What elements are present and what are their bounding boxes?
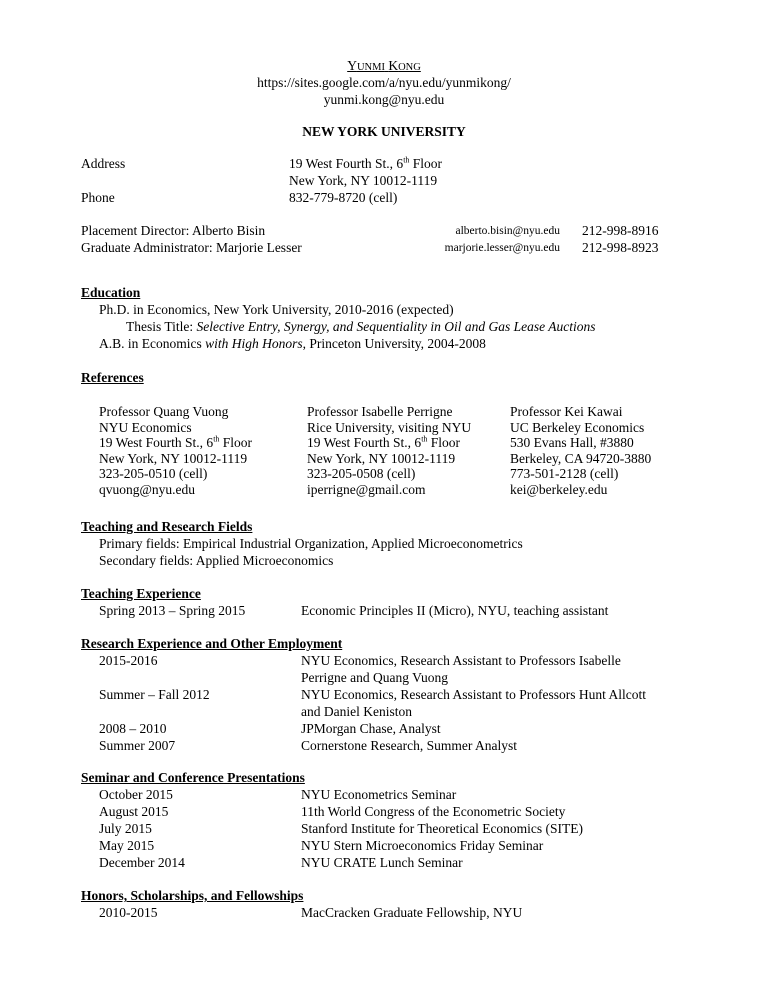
reference-address: 19 West Fourth St., 6th Floor: [99, 434, 253, 450]
seminar-desc: 11th World Congress of the Econometric Society: [301, 804, 566, 819]
seminar-desc: NYU CRATE Lunch Seminar: [301, 855, 463, 870]
research-heading: Research Experience and Other Employment: [81, 636, 343, 651]
reference-card: [99, 404, 252, 497]
references-heading: References: [81, 370, 144, 385]
address-line-2: New York, NY 10012-1119: [289, 173, 438, 188]
website-link[interactable]: https://sites.google.com/a/nyu.edu/yunmikong/: [257, 75, 511, 90]
teaching-heading: Teaching Experience: [81, 586, 201, 601]
research-desc: NYU Economics, Research Assistant to Professors Isabelle: [301, 653, 621, 668]
seminar-date: October 2015: [99, 787, 173, 802]
research-desc: and Daniel Keniston: [301, 704, 412, 719]
reference-address: 19 West Fourth St., 6th Floor: [307, 434, 461, 450]
secondary-fields: Secondary fields: Applied Microeconomics: [99, 553, 334, 568]
research-desc: JPMorgan Chase, Analyst: [301, 721, 441, 736]
address-label: Address: [81, 156, 126, 171]
reference-city: Berkeley, CA 94720-3880: [510, 450, 652, 466]
reference-email[interactable]: kei@berkeley.edu: [510, 481, 608, 497]
seminar-date: December 2014: [99, 855, 185, 870]
seminar-desc: Stanford Institute for Theoretical Economics (SITE): [301, 821, 584, 836]
reference-name: Professor Isabelle Perrigne: [307, 404, 453, 419]
research-desc: NYU Economics, Research Assistant to Professors Hunt Allcott: [301, 687, 646, 702]
education-phd: Ph.D. in Economics, New York University, 2010-2016 (expected): [99, 302, 454, 317]
education-thesis: Thesis Title: Selective Entry, Synergy, and Sequentiality in Oil and Gas Lease Auctions: [126, 319, 596, 334]
honor-desc: MacCracken Graduate Fellowship, NYU: [301, 905, 523, 920]
seminar-date: August 2015: [99, 804, 169, 819]
phone-label: Phone: [81, 190, 115, 205]
research-desc: Perrigne and Quang Vuong: [301, 670, 449, 685]
email-link[interactable]: yunmi.kong@nyu.edu: [323, 92, 445, 107]
reference-phone: 773-501-2128 (cell): [510, 466, 619, 481]
research-date: 2015-2016: [99, 653, 158, 668]
reference-affiliation: UC Berkeley Economics: [510, 419, 645, 435]
research-desc: Cornerstone Research, Summer Analyst: [301, 738, 517, 753]
placement-director-email[interactable]: alberto.bisin@nyu.edu: [455, 225, 560, 237]
honor-date: 2010-2015: [99, 905, 158, 920]
reference-name: Professor Kei Kawai: [510, 404, 623, 419]
graduate-administrator-email[interactable]: marjorie.lesser@nyu.edu: [444, 242, 560, 254]
address-line-1: 19 West Fourth St., 6th Floor: [289, 155, 443, 171]
seminar-date: May 2015: [99, 838, 155, 853]
reference-card: [307, 404, 471, 497]
reference-city: New York, NY 10012-1119: [99, 450, 248, 466]
education-ab: A.B. in Economics with High Honors, Princeton University, 2004-2008: [99, 336, 486, 351]
seminar-desc: NYU Stern Microeconomics Friday Seminar: [301, 838, 544, 853]
graduate-administrator: Graduate Administrator: Marjorie Lesser: [81, 240, 302, 255]
graduate-administrator-phone: 212-998-8923: [582, 240, 659, 255]
reference-address: 530 Evans Hall, #3880: [510, 435, 634, 450]
reference-email[interactable]: qvuong@nyu.edu: [99, 481, 196, 497]
phone-value: 832-779-8720 (cell): [289, 190, 398, 205]
reference-city: New York, NY 10012-1119: [307, 450, 456, 466]
reference-phone: 323-205-0508 (cell): [307, 466, 416, 481]
honors-heading: Honors, Scholarships, and Fellowships: [81, 888, 304, 903]
placement-director-phone: 212-998-8916: [582, 223, 659, 238]
seminar-date: July 2015: [99, 821, 152, 836]
university-title: NEW YORK UNIVERSITY: [302, 124, 466, 139]
reference-phone: 323-205-0510 (cell): [99, 466, 208, 481]
education-heading: Education: [81, 285, 141, 300]
teaching-date: Spring 2013 – Spring 2015: [99, 603, 246, 618]
teaching-desc: Economic Principles II (Micro), NYU, teaching assistant: [301, 603, 609, 618]
placement-director: Placement Director: Alberto Bisin: [81, 223, 266, 238]
reference-card: [510, 404, 651, 497]
primary-fields: Primary fields: Empirical Industrial Organization, Applied Microeconometrics: [99, 536, 523, 551]
reference-affiliation: Rice University, visiting NYU: [307, 419, 472, 435]
research-date: 2008 – 2010: [99, 721, 167, 736]
fields-heading: Teaching and Research Fields: [81, 519, 253, 534]
research-date: Summer – Fall 2012: [99, 687, 210, 702]
seminars-heading: Seminar and Conference Presentations: [81, 770, 305, 785]
research-date: Summer 2007: [99, 738, 176, 753]
reference-email[interactable]: iperrigne@gmail.com: [307, 481, 426, 497]
reference-name: Professor Quang Vuong: [99, 404, 229, 419]
seminar-desc: NYU Econometrics Seminar: [301, 787, 457, 802]
candidate-name: YUNMI KONG: [347, 58, 421, 73]
reference-affiliation: NYU Economics: [99, 419, 192, 435]
